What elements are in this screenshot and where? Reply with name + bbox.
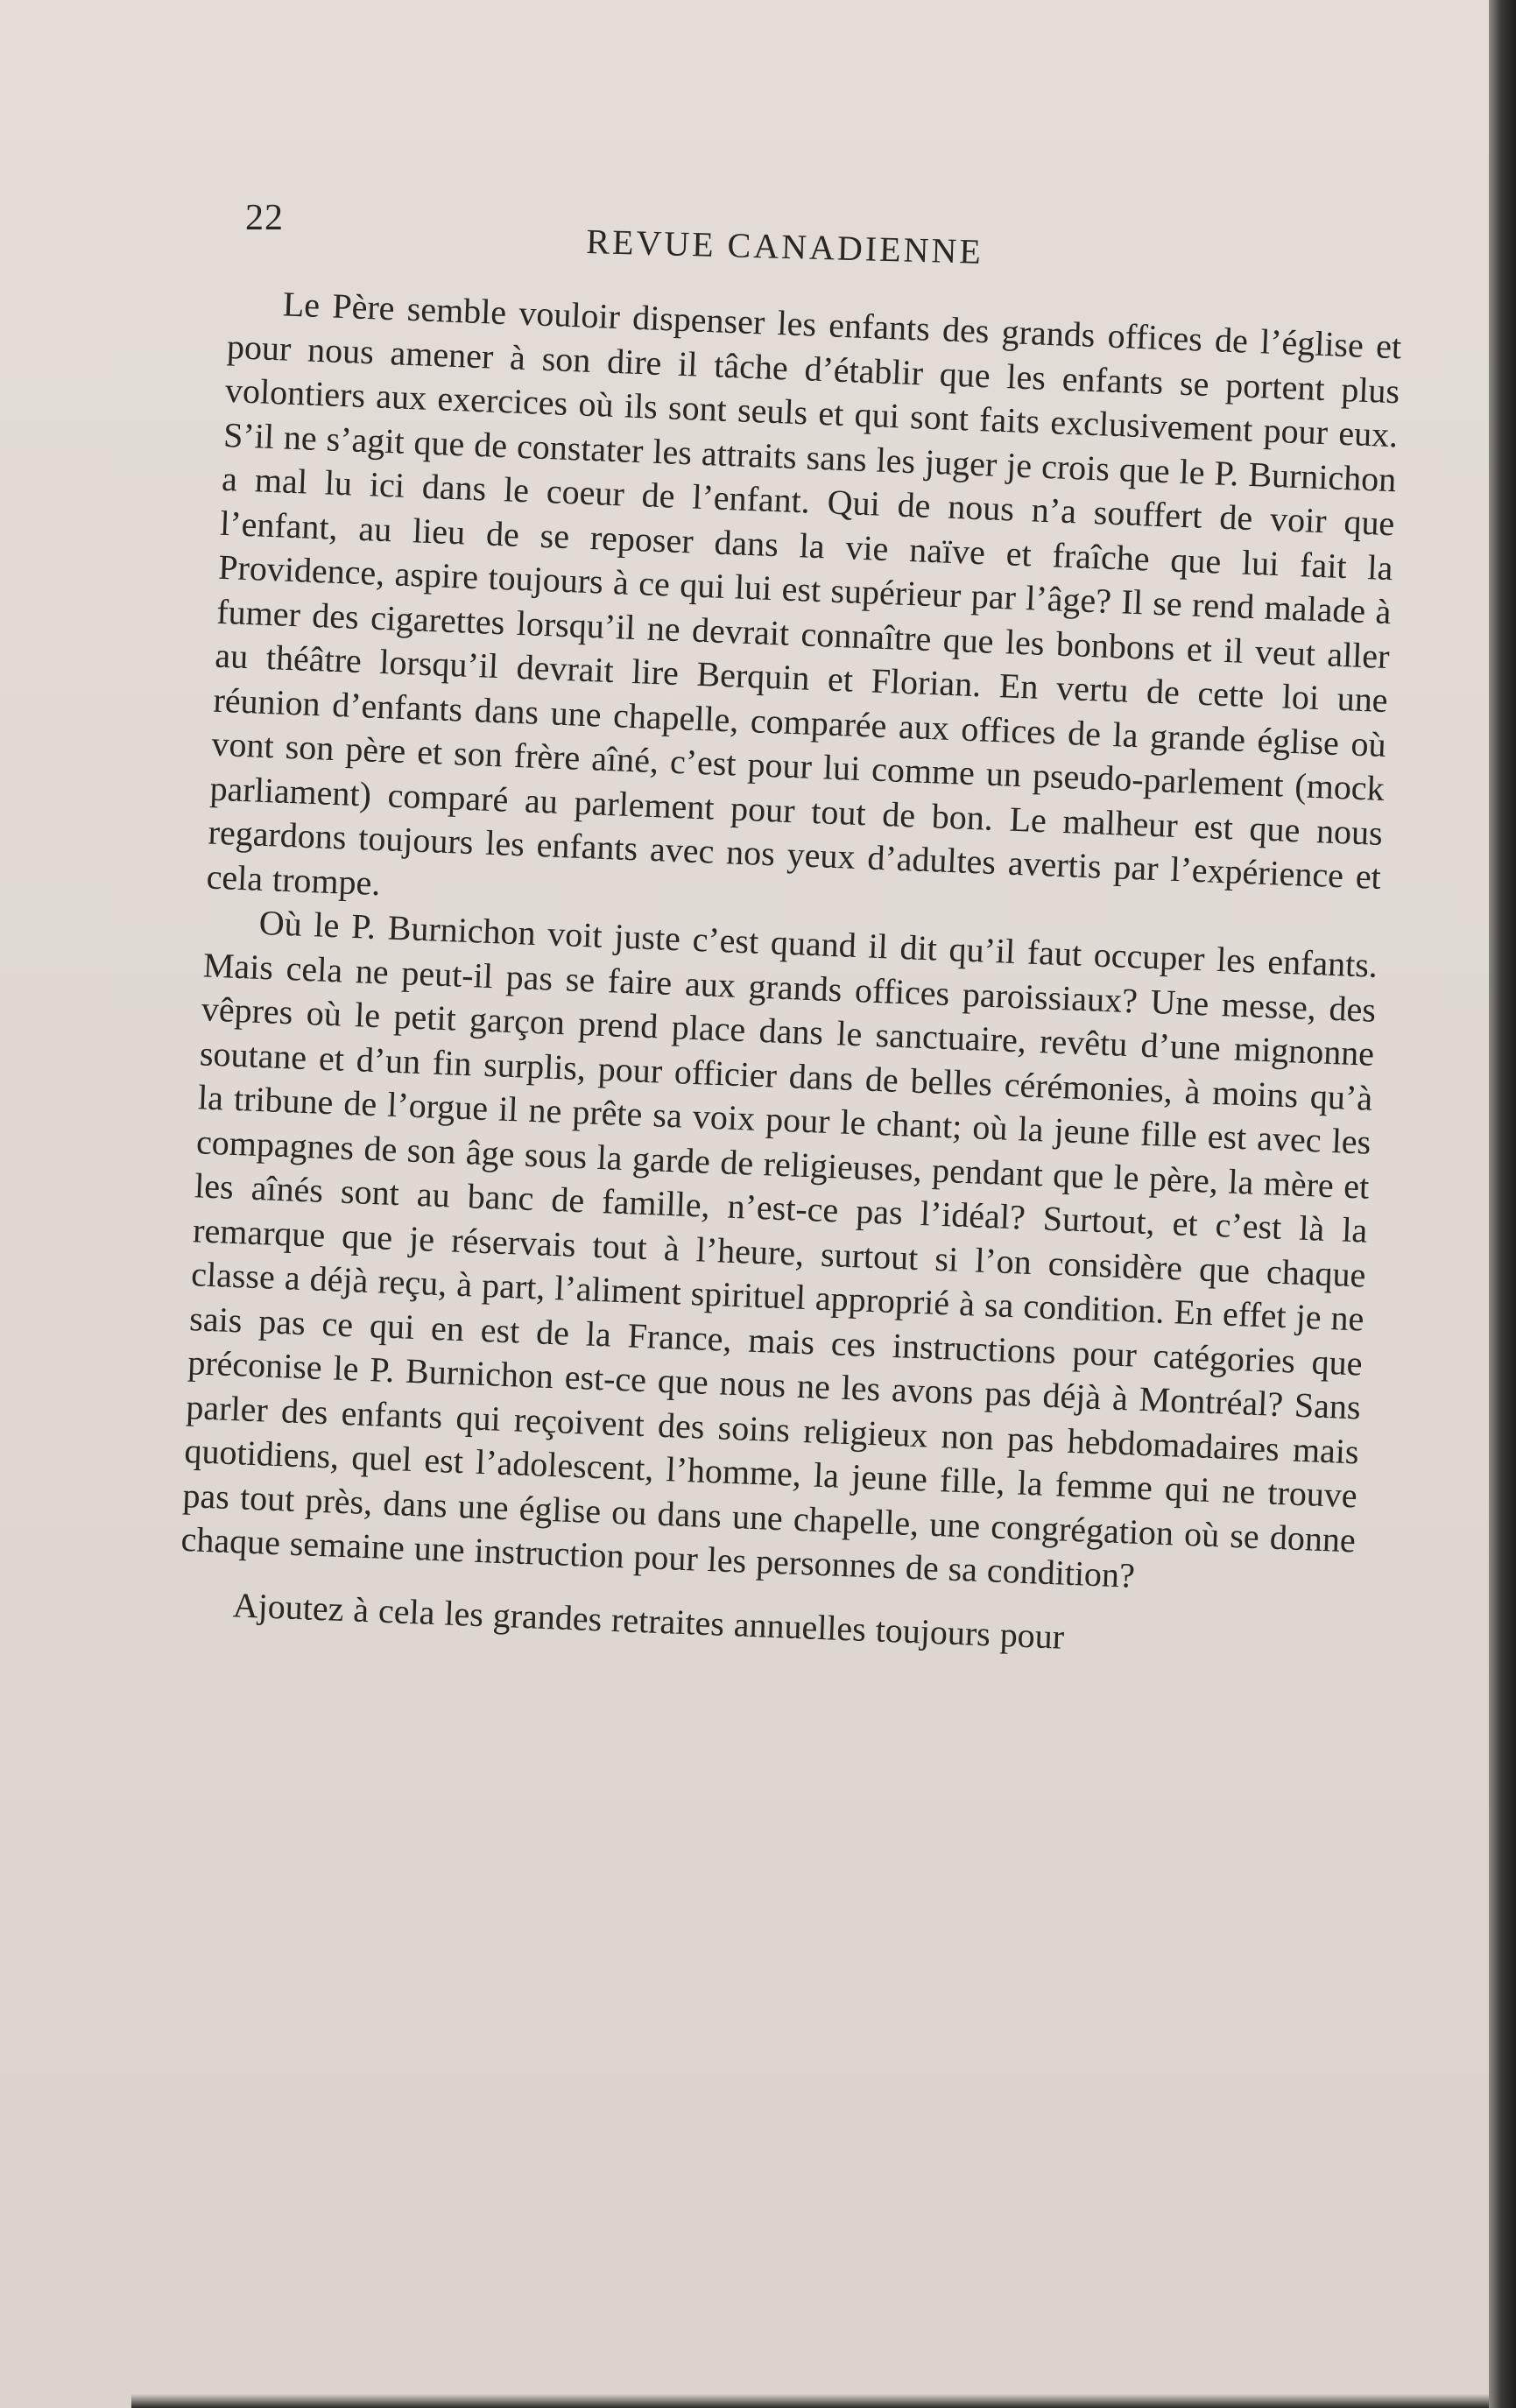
- book-spine-edge: [1489, 0, 1516, 2408]
- paragraph: Où le P. Burnichon voit juste c’est quand il dit qu’il faut occuper les enfants. Mais cela ne peut-il pas se faire aux grands offices paroissiaux? Une messe, des vêpres où le petit garçon prend place dans le sanctuaire, revêtu d’une mignonne soutane et d’un fin surplis, pour officier dans de belles cérémonies, à moins qu’à la tribune de l’orgue il ne prête sa voix pour le chant; où la jeune fille est avec les compagnes de son âge sous la garde de religieuses, pendant que le père, la mère et les aînés sont au banc de famille, n’est-ce pas l’idéal? Surtout, et c’est là la remarque que je réservais tout à l’heure, surtout si l’on considère que chaque classe a déjà reçu, à part, l’aliment spirituel approprié à sa condition. En effet je ne sais pas ce qui en est de la France, mais ces instructions pour catégories que préconise le P. Burnichon est-ce que nous ne les avons pas déjà à Montréal? Sans parler des enfants qui reçoivent des soins religieux non pas hebdomadaires mais quotidiens, quel est l’adolescent, l’homme, la jeune fille, la femme qui ne trouve pas tout près, dans une église ou dans une chapelle, une congrégation où se donne chaque semaine une instruction pour les personnes de sa condition?: [180, 902, 1379, 1595]
- running-title: REVUE CANADIENNE: [585, 221, 984, 271]
- paragraph: Le Père semble vouloir dispenser les enfants des grands offices de l’église et pour nous amener à son dire il tâche d’établir que les enfants se portent plus volontiers aux exercices où ils sont seuls et qui sont faits exclusivement pour eux. S’il ne s’agit que de constater les attraits sans les juger je crois que le P. Burnichon a mal lu ici dans le coeur de l’enfant. Qui de nous n’a souffert de voir que l’enfant, au lieu de se reposer dans la vie naïve et fraîche que lui fait la Providence, aspire toujours à ce qui lui est supérieur par l’âge? Il se rend malade à fumer des cigarettes lorsqu’il ne devrait connaître que les bonbons et il veut aller au théâtre lorsqu’il devrait lire Berquin et Florian. En vertu de cette loi une réunion d’enfants dans une chapelle, comparée aux offices de la grande église où vont son père et son frère aîné, c’est pour lui comme un pseudo-parlement (mock parliament) comparé au parlement pour tout de bon. Le malheur est que nous regardons toujours les enfants avec nos yeux d’adultes avertis par l’expérience et cela trompe.: [205, 284, 1402, 903]
- page-number: 22: [245, 198, 284, 238]
- body-text: [178, 280, 1402, 1670]
- page-bottom-shadow: [131, 2394, 1489, 2408]
- paragraph: Ajoutez à cela les grandes retraites annuelles toujours pour: [232, 1584, 1065, 1657]
